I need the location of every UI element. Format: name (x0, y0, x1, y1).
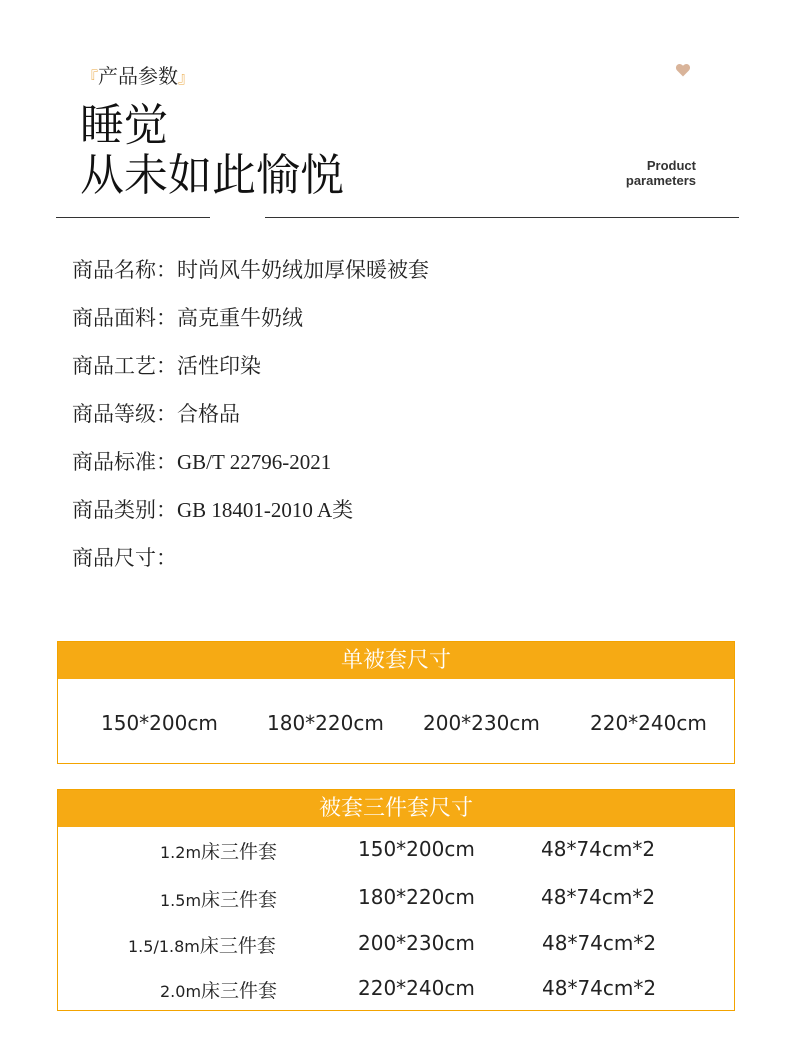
spec-label: 商品标准： (72, 450, 177, 474)
spec-value: 合格品 (177, 402, 240, 426)
single-cover-title: 单被套尺寸 (58, 642, 734, 679)
bed-size-number: 1.5/1.8m (128, 937, 200, 956)
spec-value: 高克重牛奶绒 (177, 306, 303, 330)
headline-line-1: 睡觉 (80, 100, 168, 151)
english-caption (626, 158, 696, 188)
spec-label: 商品工艺： (72, 354, 177, 378)
bracket-close: 』 (178, 68, 195, 87)
spec-label: 商品类别： (72, 498, 177, 522)
bed-size-number: 2.0m (160, 982, 202, 1001)
pillow-size-3: 48*74cm*2 (542, 931, 657, 955)
spec-value: 时尚风牛奶绒加厚保暖被套 (177, 258, 429, 282)
single-size-1: 150*200cm (101, 711, 218, 735)
spec-value: 活性印染 (177, 354, 261, 378)
spec-row-size (72, 534, 429, 582)
bed-size-text: 床三件套 (199, 935, 276, 957)
spec-row-name (72, 246, 429, 294)
heart-icon (675, 62, 691, 78)
pillow-size-2: 48*74cm*2 (541, 885, 656, 909)
spec-list (72, 246, 429, 582)
three-piece-title: 被套三件套尺寸 (58, 790, 734, 827)
section-tag (82, 60, 194, 89)
english-caption-line-1: Product (646, 158, 696, 173)
bed-size-3 (128, 931, 276, 958)
spec-row-standard (72, 438, 429, 486)
single-size-4: 220*240cm (590, 711, 707, 735)
section-tag-label: 产品参数 (98, 64, 179, 88)
cover-size-1: 150*200cm (358, 837, 475, 861)
pillow-size-4: 48*74cm*2 (542, 976, 657, 1000)
cover-size-3: 200*230cm (358, 931, 475, 955)
bed-size-text: 床三件套 (201, 980, 278, 1002)
cover-size-2: 180*220cm (358, 885, 475, 909)
spec-value: GB/T 22796-2021 (177, 450, 332, 474)
divider-left (56, 217, 210, 218)
spec-label: 商品面料： (72, 306, 177, 330)
bracket-open: 『 (82, 68, 99, 87)
spec-value: GB 18401-2010 A类 (177, 498, 354, 522)
spec-row-category (72, 486, 429, 534)
single-size-3: 200*230cm (423, 711, 540, 735)
spec-label: 商品等级： (72, 402, 177, 426)
single-size-2: 180*220cm (267, 711, 384, 735)
bed-size-text: 床三件套 (201, 841, 278, 863)
spec-label: 商品名称： (72, 258, 177, 282)
divider-right (265, 217, 739, 218)
spec-row-grade (72, 390, 429, 438)
bed-size-text: 床三件套 (201, 889, 278, 911)
bed-size-number: 1.5m (160, 891, 202, 910)
spec-row-craft (72, 342, 429, 390)
bed-size-1 (160, 837, 277, 864)
bed-size-4 (160, 976, 277, 1003)
english-caption-line-2: parameters (625, 173, 696, 188)
spec-label: 商品尺寸： (72, 546, 177, 570)
headline-line-2: 从未如此愉悦 (80, 150, 344, 201)
bed-size-2 (160, 885, 277, 912)
single-cover-panel (57, 641, 735, 764)
bed-size-number: 1.2m (160, 843, 202, 862)
cover-size-4: 220*240cm (358, 976, 475, 1000)
pillow-size-1: 48*74cm*2 (541, 837, 656, 861)
spec-row-fabric (72, 294, 429, 342)
three-piece-panel (57, 789, 735, 1011)
